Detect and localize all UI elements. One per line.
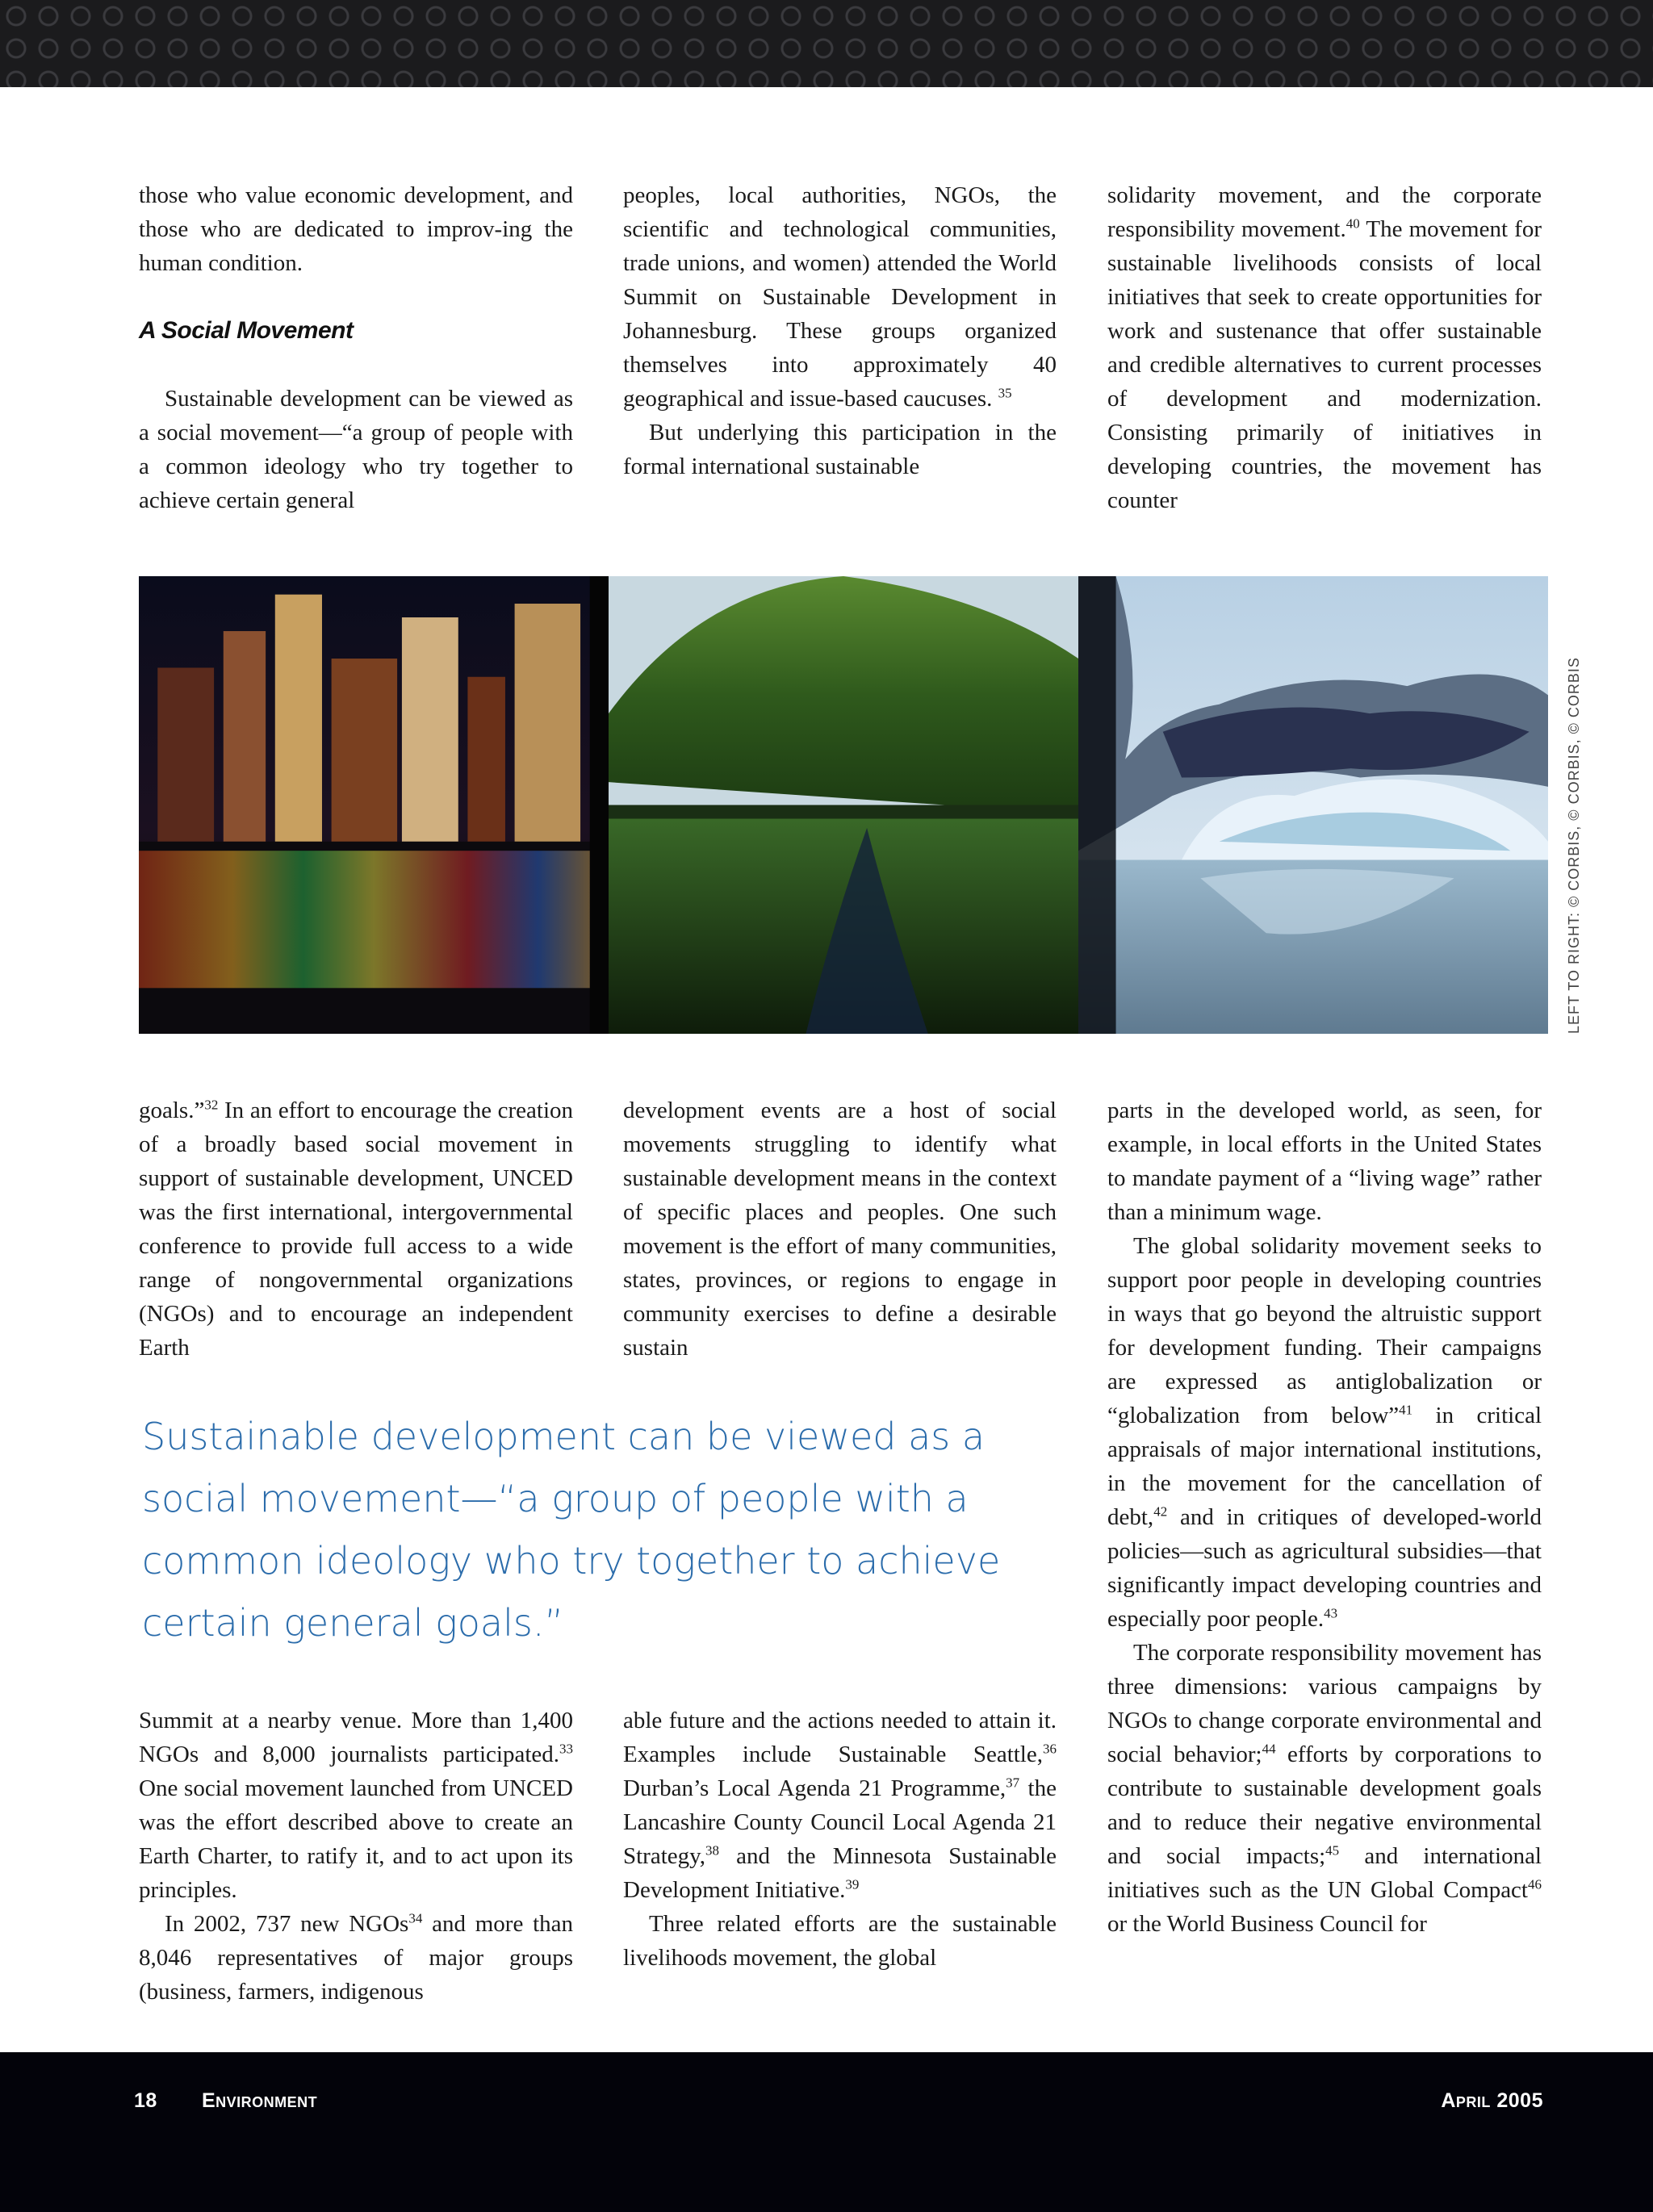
paragraph-text: The movement for sustainable livelihoods consists of local initiatives that seek to create opportunities for work and sustenance that offer sustainable and credible alternatives to current processes of development and modernization. Consisting primarily of initiatives in developing countries, the movement has counter: [1107, 216, 1542, 513]
paragraph-text: in critical appraisals of major international institutions, in the movement for the cancellation of debt,: [1107, 1403, 1542, 1530]
footnote-ref[interactable]: 36: [1043, 1741, 1057, 1757]
paragraph: [1107, 1229, 1542, 1636]
footnote-ref[interactable]: 42: [1153, 1503, 1168, 1520]
footnote-ref[interactable]: 34: [408, 1910, 423, 1926]
paragraph: [623, 178, 1057, 416]
footnote-ref[interactable]: 45: [1325, 1842, 1340, 1859]
footnote-ref[interactable]: 35: [998, 385, 1012, 401]
paragraph-text: and the Minnesota Sustainable Development Initiative.: [623, 1843, 1057, 1903]
paragraph-text: and international initiatives such as the UN Global Compact: [1107, 1843, 1542, 1903]
column-2-middle: [623, 1093, 1057, 1365]
paragraph-text: efforts by corporations to contribute to sustainable development goals and to reduce their negative environmental and social impacts;: [1107, 1742, 1542, 1869]
paragraph-text: In 2002, 737 new NGOs: [165, 1911, 409, 1937]
paragraph-text: or the World Business Council for: [1107, 1911, 1427, 1937]
footnote-ref[interactable]: 43: [1324, 1605, 1338, 1621]
paragraph: development events are a host of social movements struggling to identify what sustainable development means in the context of specific places and peoples. One such movement is the effort of many communities, states, provinces, or regions to engage in community exercises to define a desirable sustain: [623, 1098, 1057, 1361]
forest-lake-photo: [609, 576, 1078, 1034]
footnote-ref[interactable]: 39: [845, 1876, 860, 1892]
paragraph: [1107, 1636, 1542, 1941]
footnote-ref[interactable]: 32: [204, 1097, 219, 1113]
page-footer: [0, 2052, 1653, 2212]
paragraph: But underlying this participation in the formal international sustainable: [623, 420, 1057, 479]
paragraph-text: Durban’s Local Agenda 21 Programme,: [623, 1775, 1006, 1801]
column-1-bottom: [139, 1704, 573, 2009]
paragraph-text: One social movement launched from UNCED was the effort described above to create an Earth Charter, to ratify it, and to act upon its principles.: [139, 1775, 573, 1903]
column-1-middle: [139, 1093, 573, 1365]
paragraph-text: the Lancashire County Council Local Agenda 21 Strategy,: [623, 1775, 1057, 1869]
paragraph: [139, 1093, 573, 1365]
paragraph-text: peoples, local authorities, NGOs, the scientific and technological communities, trade unions, and women) attended the World Summit on Sustainable Development in Johannesburg. These groups organized themselves into approximately 40 geographical and issue-based caucuses.: [623, 182, 1057, 412]
column-2-top: [623, 178, 1057, 517]
paragraph: parts in the developed world, as seen, for example, in local efforts in the United States to mandate payment of a “living wage” rather than a minimum wage.: [1107, 1098, 1542, 1225]
footnote-ref[interactable]: 38: [705, 1842, 720, 1859]
footnote-ref[interactable]: 44: [1262, 1741, 1276, 1757]
paragraph: [1107, 178, 1542, 517]
decorative-top-band: [0, 0, 1653, 87]
column-1-top: [139, 178, 573, 517]
photo-credit: LEFT TO RIGHT: © CORBIS, © CORBIS, © CORBIS: [1566, 657, 1582, 1034]
footnote-ref[interactable]: 46: [1528, 1876, 1542, 1892]
paragraph: Three related efforts are the sustainable livelihoods movement, the global: [623, 1911, 1057, 1971]
photo-strip: [139, 576, 1548, 1034]
section-heading: A Social Movement: [139, 317, 354, 344]
footnote-ref[interactable]: 37: [1006, 1775, 1020, 1791]
magazine-name: Environment: [202, 2089, 318, 2112]
column-3-top: [1107, 178, 1542, 517]
paragraph-text: and more than 8,046 representatives of major groups (business, farmers, indigenous: [139, 1911, 574, 2005]
column-3-lower: [1107, 1093, 1542, 2009]
paragraph: [139, 1907, 573, 2009]
paragraph: [139, 1704, 573, 1907]
paragraph: Sustainable development can be viewed as a social movement—“a group of people with a common ideology who try together to achieve certain general: [139, 386, 573, 513]
paragraph: [623, 1704, 1057, 1907]
paragraph-text: able future and the actions needed to attain it. Examples include Sustainable Seattle,: [623, 1708, 1057, 1767]
issue-date: April 2005: [1441, 2089, 1543, 2112]
city-night-photo: [139, 576, 609, 1034]
paragraph-text: and in critiques of developed-world policies—such as agricultural subsidies—that significantly impact developing countries and especially poor people.: [1107, 1504, 1542, 1632]
page-number: 18: [134, 2089, 157, 2112]
paragraph-text: The corporate responsibility movement has three dimensions: various campaigns by NGOs to change corporate environmental and social behavior;: [1107, 1640, 1542, 1767]
paragraph-text: The global solidarity movement seeks to support poor people in developing countries in ways that go beyond the altruistic support for development funding. Their campaigns are expressed as antiglobalization or “globalization from below”: [1107, 1233, 1542, 1428]
footnote-ref[interactable]: 33: [559, 1741, 573, 1757]
paragraph-text: solidarity movement, and the corporate responsibility movement.: [1107, 182, 1542, 242]
paragraph-text: In an effort to encourage the creation of a broadly based social movement in support of sustainable development, UNCED was the first international, intergovernmental conference to provide full access to a wide range of nongovernmental organizations (NGOs) and to encourage an independent Earth: [139, 1098, 573, 1361]
column-2-bottom: [623, 1704, 1057, 2009]
paragraph: those who value economic development, and those who are dedicated to improv-ing the human condition.: [139, 182, 573, 276]
footnote-ref[interactable]: 41: [1399, 1402, 1413, 1418]
footnote-ref[interactable]: 40: [1345, 215, 1360, 232]
iceberg-photo: [1078, 576, 1548, 1034]
pull-quote: Sustainable development can be viewed as a social movement—“a group of people with a common ideology who try together to achieve certain general goals.”: [142, 1415, 1001, 1645]
paragraph-text: goals.”: [139, 1098, 205, 1123]
paragraph-text: Summit at a nearby venue. More than 1,400 NGOs and 8,000 journalists participated.: [139, 1708, 573, 1767]
